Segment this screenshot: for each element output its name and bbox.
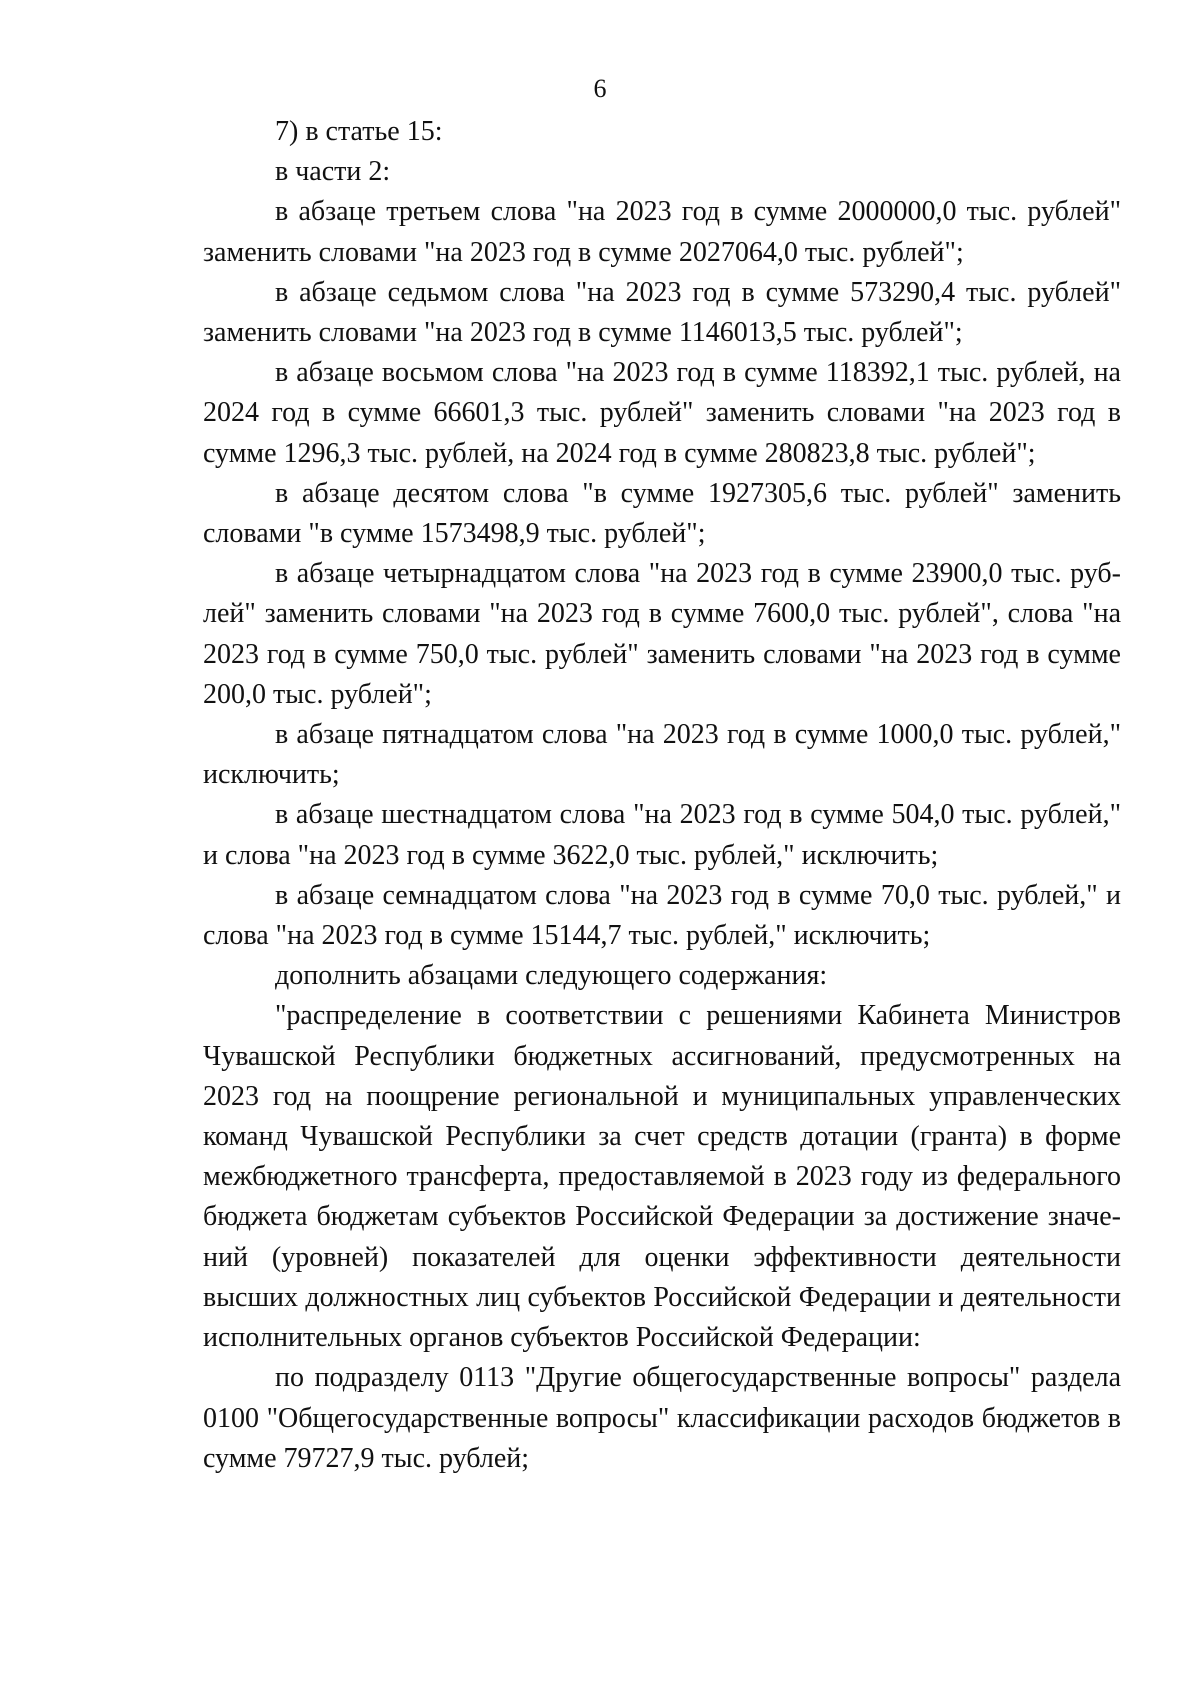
page-number: 6	[593, 74, 607, 103]
paragraph-subsection-0113: по подразделу 0113 "Другие общегосударственные вопросы" раздела 0100 "Общегосударственные вопросы" классификации расходов бюджетов в сумме 79727,9 тыс. рублей;	[203, 1362, 1121, 1474]
paragraph-amendment-fourteenth: в абзаце четырнадцатом слова "на 2023 год в сумме 23900,0 тыс. рублей" заменить словами "на 2023 год в сумме 7600,0 тыс. рублей", слова "на 2023 год в сумме 750,0 тыс. рублей" заменить словами "на 2023 год в сумме 200,0 тыс. рублей";	[203, 558, 1121, 710]
paragraph-amendment-seventeenth: в абзаце семнадцатом слова "на 2023 год в сумме 70,0 тыс. рублей," и слова "на 2023 год в сумме 15144,7 тыс. рублей," исключить;	[203, 879, 1121, 952]
document-body	[203, 112, 1121, 1479]
paragraph-distribution: "распределение в соответствии с решениями Кабинета Министров Чувашской Республики бюджетных ассигнований, предусмотренных на 2023 год на поощрение региональной и муниципальных управленческих команд Чувашской Республики за счет средств дотации (гранта) в форме межбюджетного трансферта, предоставляемой в 2023 году из федерального бюджета бюджетам субъектов Российской Федерации за достижение значений (уровней) показателей для оценки эффективности деятельности высших должностных лиц субъектов Российской Федерации и деятельности исполнительных органов субъектов Российской Федерации:	[203, 1000, 1121, 1354]
paragraph-part-heading: в части 2:	[275, 156, 391, 188]
paragraph-amendment-fifteenth: в абзаце пятнадцатом слова "на 2023 год в сумме 1000,0 тыс. рублей," исключить;	[203, 719, 1121, 791]
paragraph-amendment-seventh: в абзаце седьмом слова "на 2023 год в сумме 573290,4 тыс. рублей" заменить словами "на 2023 год в сумме 1146013,5 тыс. рублей";	[203, 276, 1121, 349]
paragraph-article-heading: 7) в статье 15:	[275, 116, 443, 147]
paragraph-amendment-sixteenth: в абзаце шестнадцатом слова "на 2023 год в сумме 504,0 тыс. рублей," и слова "на 2023 год в сумме 3622,0 тыс. рублей," исключить;	[203, 799, 1121, 871]
paragraph-supplement-intro: дополнить абзацами следующего содержания:	[275, 960, 828, 992]
paragraph-amendment-eighth: в абзаце восьмом слова "на 2023 год в сумме 118392,1 тыс. рублей, на 2024 год в сумме 66601,3 тыс. рублей" заменить словами "на 2023 год в сумме 1296,3 тыс. рублей, на 2024 год в сумме 280823,8 тыс. рублей";	[203, 357, 1121, 469]
paragraph-amendment-third: в абзаце третьем слова "на 2023 год в сумме 2000000,0 тыс. рублей" заменить словами "на 2023 год в сумме 2027064,0 тыс. рублей";	[203, 196, 1121, 268]
paragraph-amendment-tenth: в абзаце десятом слова "в сумме 1927305,6 тыс. рублей" заменить словами "в сумме 1573498,9 тыс. рублей";	[203, 477, 1121, 550]
